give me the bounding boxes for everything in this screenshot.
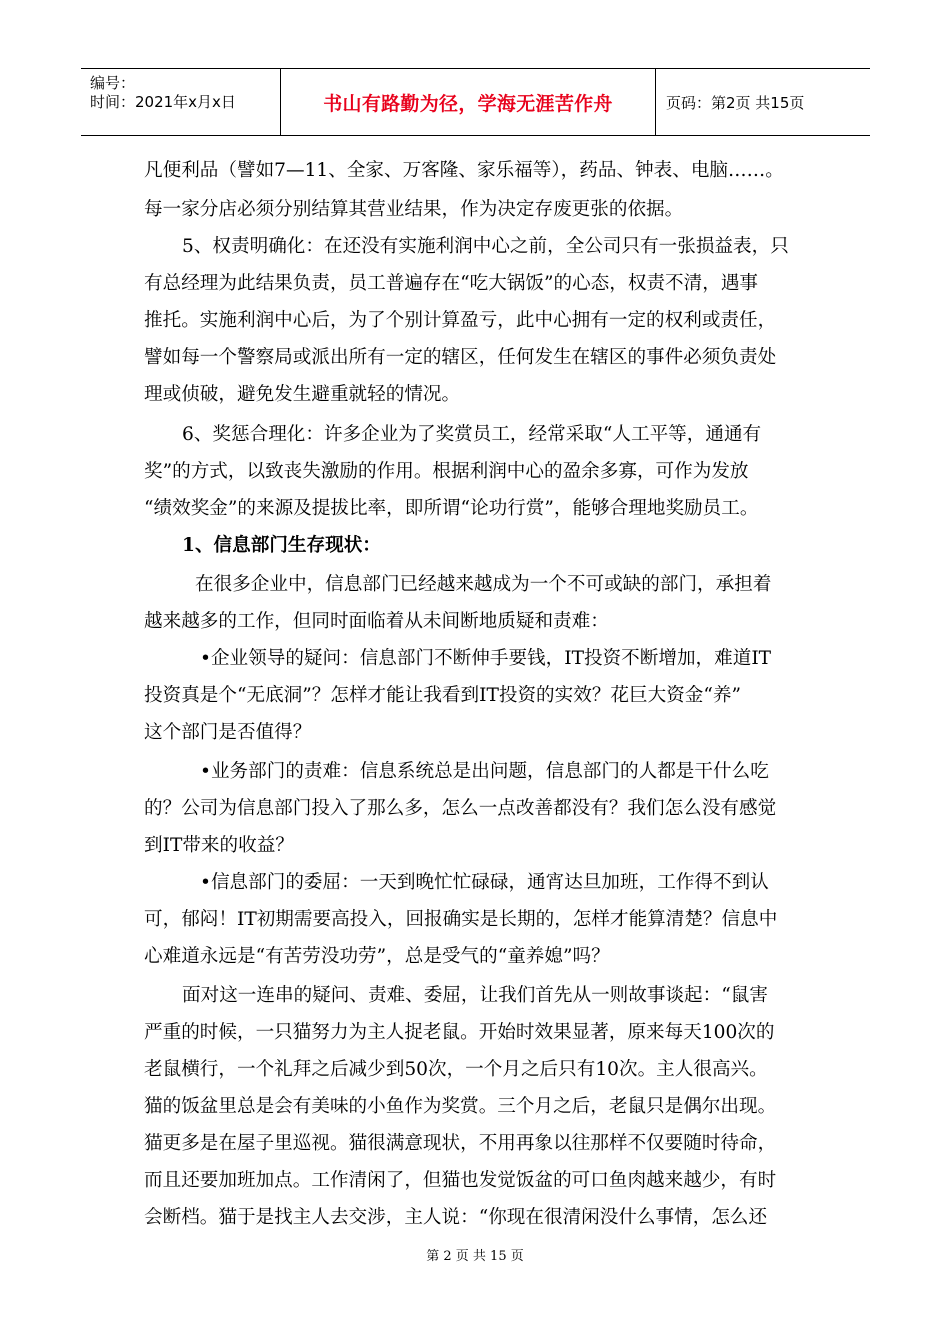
paragraph-line: 心难道永远是“有苦劳没功劳”，总是受气的“童养媳”吗？ — [144, 946, 610, 967]
paragraph-line: 譬如每一个警察局或派出所有一定的辖区，任何发生在辖区的事件必须负责处 — [144, 347, 777, 368]
paragraph-line: 在很多企业中，信息部门已经越来越成为一个不可或缺的部门，承担着 — [195, 574, 772, 595]
paragraph-line: 可，郁闷！IT初期需要高投入，回报确实是长期的，怎样才能算清楚？信息中 — [144, 909, 778, 930]
paragraph-line: 面对这一连串的疑问、责难、委屈，让我们首先从一则故事谈起：“鼠害 — [182, 985, 768, 1006]
paragraph-line: 的？公司为信息部门投入了那么多，怎么一点改善都没有？我们怎么没有感觉 — [144, 798, 777, 819]
paragraph-line: 老鼠横行，一个礼拜之后减少到50次，一个月之后只有10次。主人很高兴。 — [144, 1059, 768, 1080]
header-page-number: 页码：第2页 共15页 — [666, 93, 805, 112]
paragraph-line: “绩效奖金”的来源及提拔比率，即所谓“论功行赏”，能够合理地奖励员工。 — [144, 498, 759, 519]
paragraph-line: 奖”的方式，以致丧失激励的作用。根据利润中心的盈余多寡，可作为发放 — [144, 461, 749, 482]
header-motto: 书山有路勤为径，学海无涯苦作舟 — [323, 92, 613, 115]
paragraph-line: 投资真是个“无底洞”？怎样才能让我看到IT投资的实效？花巨大资金“养” — [144, 685, 741, 706]
paragraph-line: 5、权责明确化：在还没有实施利润中心之前，全公司只有一张损益表，只 — [182, 236, 789, 257]
header-motto-cell — [281, 69, 656, 135]
paragraph-line: 这个部门是否值得？ — [144, 722, 312, 743]
paragraph-line: 猫更多是在屋子里巡视。猫很满意现状，不用再象以往那样不仅要随时待命， — [144, 1133, 777, 1154]
header-meta-cell — [81, 69, 281, 135]
paragraph-line: 到IT带来的收益？ — [144, 835, 294, 856]
paragraph-line: 会断档。猫于是找主人去交涉，主人说：“你现在很清闲没什么事情，怎么还 — [144, 1207, 768, 1228]
paragraph-line: 有总经理为此结果负责，员工普遍存在“吃大锅饭”的心态，权责不清，遇事 — [144, 273, 759, 294]
paragraph-line: 而且还要加班加点。工作清闲了，但猫也发觉饭盆的可口鱼肉越来越少，有时 — [144, 1170, 777, 1191]
paragraph-line: 每一家分店必须分别结算其营业结果，作为决定存废更张的依据。 — [144, 199, 684, 220]
section-heading: 1、信息部门生存现状： — [182, 535, 381, 556]
document-date-label: 时间：2021年x月x日 — [90, 93, 236, 111]
page-header — [81, 68, 870, 136]
bullet-line: •企业领导的疑问：信息部门不断伸手要钱，IT投资不断增加，难道IT — [200, 648, 772, 669]
paragraph-line: 严重的时候，一只猫努力为主人捉老鼠。开始时效果显著，原来每天100次的 — [144, 1022, 775, 1043]
paragraph-line: 6、奖惩合理化：许多企业为了奖赏员工，经常采取“人工平等，通通有 — [182, 424, 762, 445]
paragraph-line: 凡便利品（譬如7—11、全家、万客隆、家乐福等），药品、钟表、电脑……。 — [144, 160, 784, 181]
bullet-line: •业务部门的责难：信息系统总是出问题，信息部门的人都是干什么吃 — [200, 761, 769, 782]
paragraph-line: 猫的饭盆里总是会有美味的小鱼作为奖赏。三个月之后，老鼠只是偶尔出现。 — [144, 1096, 777, 1117]
document-number-label: 编号： — [90, 74, 136, 92]
page-footer: 第 2 页 共 15 页 — [426, 1249, 524, 1264]
paragraph-line: 越来越多的工作，但同时面临着从未间断地质疑和责难： — [144, 611, 609, 632]
paragraph-line: 推托。实施利润中心后，为了个别计算盈亏，此中心拥有一定的权利或责任， — [144, 310, 777, 331]
paragraph-line: 理或侦破，避免发生避重就轻的情况。 — [144, 384, 461, 405]
bullet-line: •信息部门的委屈：一天到晚忙忙碌碌，通宵达旦加班，工作得不到认 — [200, 872, 769, 893]
header-page-cell — [656, 69, 870, 135]
